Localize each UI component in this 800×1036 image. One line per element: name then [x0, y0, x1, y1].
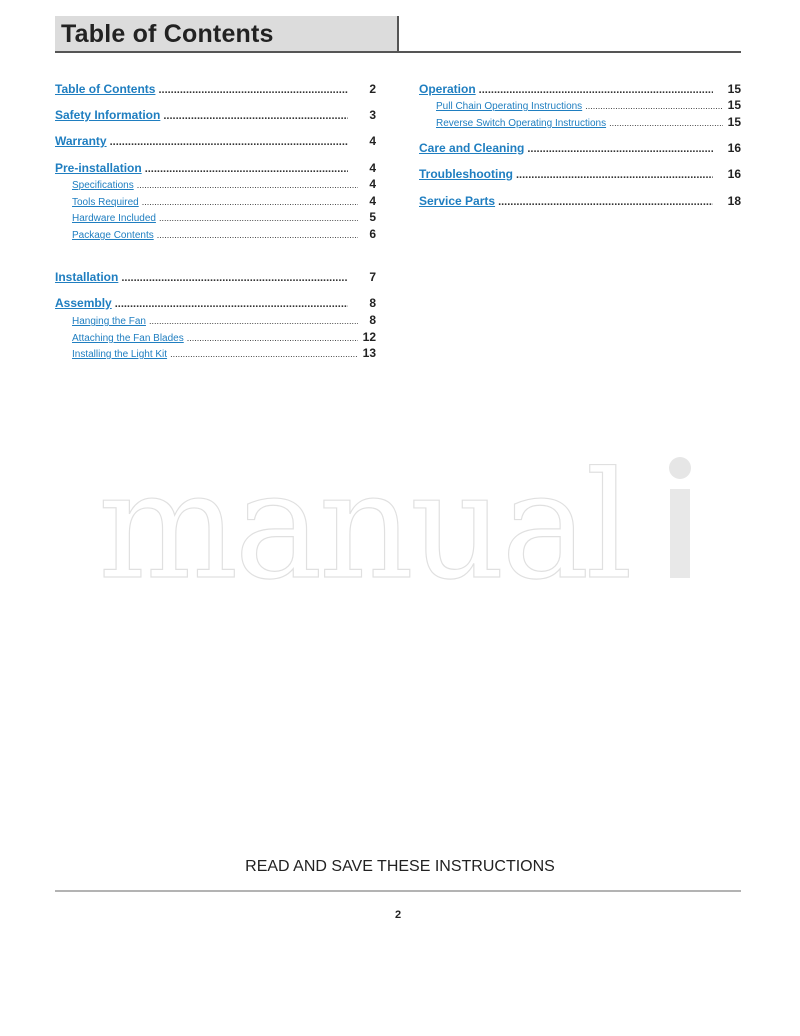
toc-link[interactable]: Assembly: [55, 296, 112, 310]
dot-leader: [137, 180, 358, 190]
toc-page-number: 4: [369, 194, 376, 208]
dot-leader: [110, 136, 348, 148]
dot-leader: [479, 84, 713, 96]
toc-page-number: 12: [362, 330, 376, 344]
toc-page-number: 4: [369, 177, 376, 191]
toc-link[interactable]: Specifications: [72, 180, 134, 191]
dot-leader: [170, 349, 358, 359]
toc-entry-installing-the-light-kit: [72, 346, 376, 360]
toc-page-number: 7: [369, 270, 376, 284]
toc-link[interactable]: Reverse Switch Operating Instructions: [436, 118, 607, 129]
toc-link[interactable]: Table of Contents: [55, 82, 156, 96]
dot-leader: [527, 143, 713, 155]
toc-entry-care-and-cleaning: [419, 141, 741, 155]
toc-page-number: 16: [727, 167, 741, 181]
toc-link[interactable]: Installation: [55, 270, 119, 284]
dot-leader: [149, 316, 358, 326]
toc-link[interactable]: Package Contents: [72, 230, 154, 241]
toc-link[interactable]: Care and Cleaning: [419, 141, 525, 155]
toc-entry-warranty: [55, 134, 376, 148]
toc-entry-service-parts: [419, 194, 741, 208]
toc-link[interactable]: Pull Chain Operating Instructions: [436, 101, 583, 112]
toc-link[interactable]: Hanging the Fan: [72, 316, 146, 327]
toc-page-number: 8: [369, 296, 376, 310]
toc-entry-pre-installation: [55, 161, 376, 175]
toc-page-number: 3: [369, 108, 376, 122]
dot-leader: [498, 196, 713, 208]
svg-text:manual: manual: [98, 455, 629, 580]
dot-leader: [145, 163, 348, 175]
toc-page-number: 4: [369, 161, 376, 175]
toc-link[interactable]: Troubleshooting: [419, 167, 513, 181]
toc-link[interactable]: Tools Required: [72, 197, 139, 208]
toc-entry-safety-information: [55, 108, 376, 122]
toc-link[interactable]: Pre-installation: [55, 161, 142, 175]
toc-link[interactable]: Warranty: [55, 134, 107, 148]
dot-leader: [157, 230, 358, 240]
toc-page-number: 2: [369, 82, 376, 96]
dot-leader: [163, 110, 348, 122]
dot-leader: [121, 272, 348, 284]
dot-leader: [516, 169, 713, 181]
toc-page-number: 18: [727, 194, 741, 208]
toc-link[interactable]: Safety Information: [55, 108, 161, 122]
toc-link[interactable]: Installing the Light Kit: [72, 349, 168, 360]
toc-entry-hanging-the-fan: [72, 313, 376, 327]
toc-entry-hardware-included: [72, 210, 376, 224]
toc-page-number: 13: [362, 346, 376, 360]
toc-link[interactable]: Attaching the Fan Blades: [72, 333, 184, 344]
header-divider-vertical: [397, 16, 399, 52]
dot-leader: [115, 298, 348, 310]
dot-leader: [142, 197, 358, 207]
toc-entry-reverse-switch-operating-instructions: [436, 115, 741, 129]
dot-leader: [609, 118, 723, 128]
page-title: Table of Contents: [61, 20, 274, 48]
toc-entry-tools-required: [72, 194, 376, 208]
dot-leader: [585, 101, 723, 111]
toc-link[interactable]: Hardware Included: [72, 213, 156, 224]
toc-page-number: 4: [369, 134, 376, 148]
toc-page-number: 15: [727, 82, 741, 96]
toc-page-number: 8: [369, 313, 376, 327]
toc-entry-specifications: [72, 177, 376, 191]
toc-entry-package-contents: [72, 227, 376, 241]
watermark-logo: [98, 455, 698, 580]
header-divider-horizontal: [55, 51, 741, 53]
toc-page-number: 6: [369, 227, 376, 241]
read-and-save-notice: READ AND SAVE THESE INSTRUCTIONS: [245, 858, 555, 875]
toc-entry-attaching-the-fan-blades: [72, 330, 376, 344]
toc-entry-assembly: [55, 296, 376, 310]
toc-entry-troubleshooting: [419, 167, 741, 181]
toc-link[interactable]: Service Parts: [419, 194, 496, 208]
toc-page-number: 15: [727, 115, 741, 129]
dot-leader: [158, 84, 348, 96]
toc-page-number: 15: [727, 98, 741, 112]
toc-entry-pull-chain-operating-instructions: [436, 98, 741, 112]
toc-entry-operation: [419, 82, 741, 96]
footer-divider: [55, 890, 741, 892]
dot-leader: [187, 333, 358, 343]
page-number: 2: [394, 909, 402, 921]
toc-page-number: 16: [727, 141, 741, 155]
toc-entry-installation: [55, 270, 376, 284]
dot-leader: [159, 213, 358, 223]
toc-page-number: 5: [369, 210, 376, 224]
toc-link[interactable]: Operation: [419, 82, 476, 96]
toc-entry-table-of-contents: [55, 82, 376, 96]
